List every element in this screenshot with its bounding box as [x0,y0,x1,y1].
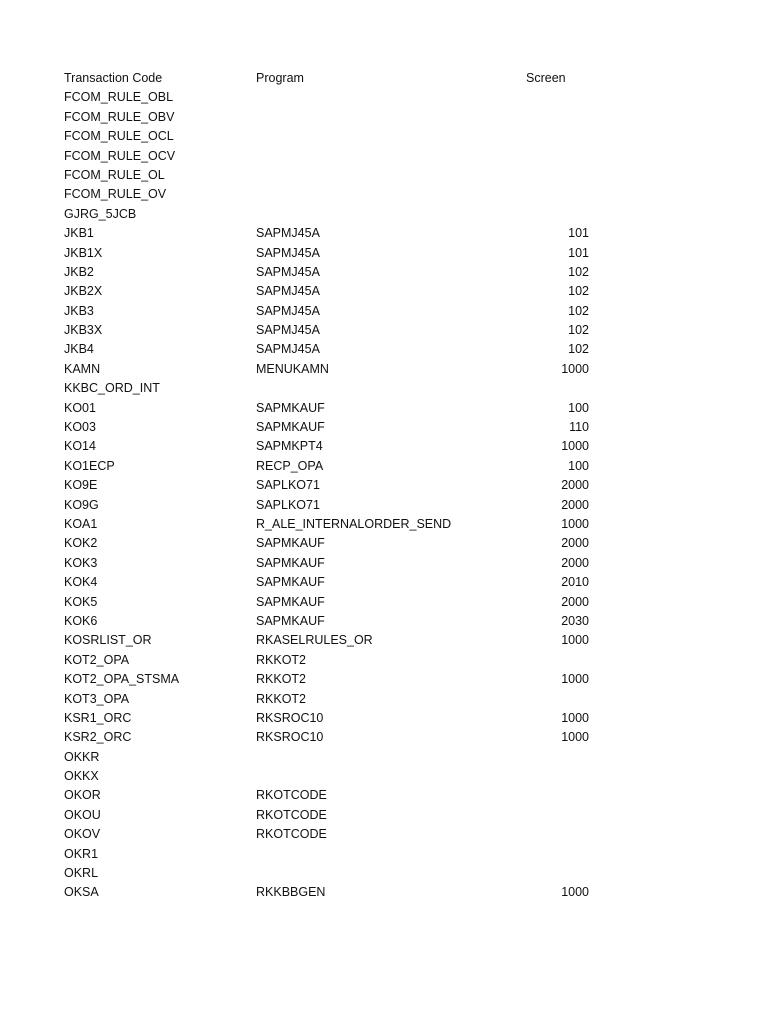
header-transaction-code: Transaction Code [64,71,163,85]
table-row [64,244,604,263]
program-cell: SAPMKAUF [256,613,325,628]
program-cell: SAPMJ45A [256,264,320,279]
screen-cell: 102 [568,323,589,338]
transaction-code-cell: OKOU [64,807,101,822]
screen-cell: 2000 [561,536,589,551]
table-row [64,457,604,476]
screen-cell: 2000 [561,555,589,570]
program-cell: SAPMKAUF [256,420,325,435]
transaction-code-cell: FCOM_RULE_OCL [64,129,174,144]
screen-cell: 1000 [561,361,589,376]
table-row [64,205,604,224]
program-cell: RKASELRULES_OR [256,633,373,648]
transaction-code-cell: FCOM_RULE_OBL [64,90,174,105]
transaction-table [64,69,604,903]
program-cell: RKSROC10 [256,730,324,745]
transaction-code-cell: KOK6 [64,613,98,628]
transaction-code-cell: OKOV [64,827,101,842]
table-body [64,88,604,902]
transaction-code-cell: KOT2_OPA_STSMA [64,672,180,687]
program-cell: SAPMKAUF [256,575,325,590]
screen-cell: 1000 [561,633,589,648]
program-cell: RKOTCODE [256,827,327,842]
transaction-code-cell: KOSRLIST_OR [64,633,152,648]
transaction-code-cell: JKB3X [64,323,103,338]
program-cell: SAPMKPT4 [256,439,323,454]
program-cell: RECP_OPA [256,458,324,473]
screen-cell: 2000 [561,478,589,493]
transaction-code-cell: OKOR [64,788,101,803]
screen-cell: 102 [568,264,589,279]
table-row [64,166,604,185]
table-row [64,786,604,805]
transaction-code-cell: FCOM_RULE_OBV [64,109,175,124]
program-cell: RKOTCODE [256,788,327,803]
transaction-code-cell: KO14 [64,439,96,454]
transaction-code-cell: OKSA [64,885,99,900]
table-row [64,612,604,631]
table-row [64,554,604,573]
table-header-row [64,69,604,88]
screen-cell: 2030 [561,613,589,628]
program-cell: RKKOT2 [256,672,307,687]
screen-cell: 1000 [561,885,589,900]
transaction-code-cell: GJRG_5JCB [64,206,137,221]
transaction-code-cell: KOA1 [64,516,98,531]
screen-cell: 101 [568,226,589,241]
table-row [64,88,604,107]
screen-cell: 100 [568,400,589,415]
transaction-code-cell: JKB3 [64,303,94,318]
program-cell: R_ALE_INTERNALORDER_SEND [256,516,452,531]
table-row [64,534,604,553]
table-row [64,709,604,728]
table-row [64,224,604,243]
screen-cell: 100 [568,458,589,473]
transaction-code-cell: KSR1_ORC [64,710,132,725]
screen-cell: 102 [568,303,589,318]
table-row [64,418,604,437]
program-cell: SAPMJ45A [256,303,320,318]
table-row [64,651,604,670]
transaction-code-cell: JKB4 [64,342,94,357]
transaction-code-cell: KO03 [64,420,96,435]
screen-cell: 102 [568,342,589,357]
transaction-code-cell: OKR1 [64,846,99,861]
program-cell: SAPMJ45A [256,284,320,299]
header-program: Program [256,71,304,85]
table-row [64,127,604,146]
table-row [64,263,604,282]
screen-cell: 1000 [561,672,589,687]
transaction-code-cell: KOK3 [64,555,98,570]
program-cell: SAPMKAUF [256,400,325,415]
transaction-code-cell: JKB2 [64,264,94,279]
table-row [64,321,604,340]
table-row [64,593,604,612]
transaction-code-cell: KSR2_ORC [64,730,132,745]
program-cell: SAPLKO71 [256,497,320,512]
screen-cell: 101 [568,245,589,260]
table-row [64,379,604,398]
screen-cell: 102 [568,284,589,299]
program-cell: RKKOT2 [256,691,307,706]
program-cell: SAPMKAUF [256,536,325,551]
table-row [64,864,604,883]
program-cell: RKSROC10 [256,710,324,725]
screen-cell: 1000 [561,516,589,531]
program-cell: SAPLKO71 [256,478,320,493]
transaction-code-cell: FCOM_RULE_OV [64,187,167,202]
transaction-code-cell: JKB1 [64,226,94,241]
transaction-code-cell: OKKX [64,769,99,784]
table-row [64,399,604,418]
table-row [64,360,604,379]
table-row [64,282,604,301]
table-row [64,515,604,534]
table-row [64,147,604,166]
transaction-code-cell: KOK2 [64,536,98,551]
table-row [64,767,604,786]
program-cell: SAPMJ45A [256,226,320,241]
screen-cell: 2010 [561,575,589,590]
table-row [64,573,604,592]
screen-cell: 2000 [561,497,589,512]
table-row [64,845,604,864]
table-row [64,631,604,650]
table-row [64,728,604,747]
table-row [64,825,604,844]
table-row [64,690,604,709]
table-row [64,185,604,204]
program-cell: SAPMJ45A [256,342,320,357]
transaction-code-cell: KAMN [64,361,101,376]
screen-cell: 1000 [561,439,589,454]
transaction-code-cell: KO9E [64,478,98,493]
table-row [64,302,604,321]
program-cell: SAPMJ45A [256,323,320,338]
program-cell: MENUKAMN [256,361,329,376]
table-row [64,883,604,902]
program-cell: RKKOT2 [256,652,307,667]
table-row [64,496,604,515]
transaction-code-cell: JKB2X [64,284,103,299]
screen-cell: 110 [569,420,589,435]
transaction-code-cell: OKRL [64,866,99,881]
transaction-code-cell: KOK4 [64,575,98,590]
transaction-code-cell: KO1ECP [64,458,115,473]
table-row [64,437,604,456]
transaction-code-cell: OKKR [64,749,100,764]
transaction-code-cell: KKBC_ORD_INT [64,381,160,396]
transaction-code-cell: KOK5 [64,594,98,609]
table-row [64,340,604,359]
transaction-code-cell: KO9G [64,497,99,512]
transaction-code-cell: KO01 [64,400,96,415]
table-row [64,108,604,127]
table-row [64,476,604,495]
transaction-code-cell: KOT3_OPA [64,691,130,706]
table-row [64,748,604,767]
table-row [64,806,604,825]
screen-cell: 2000 [561,594,589,609]
table-row [64,670,604,689]
transaction-code-cell: JKB1X [64,245,103,260]
transaction-code-cell: FCOM_RULE_OL [64,167,165,182]
screen-cell: 1000 [561,710,589,725]
transaction-code-cell: KOT2_OPA [64,652,130,667]
program-cell: SAPMJ45A [256,245,320,260]
program-cell: SAPMKAUF [256,594,325,609]
program-cell: RKOTCODE [256,807,327,822]
transaction-code-cell: FCOM_RULE_OCV [64,148,176,163]
program-cell: SAPMKAUF [256,555,325,570]
screen-cell: 1000 [561,730,589,745]
program-cell: RKKBBGEN [256,885,326,900]
header-screen: Screen [526,71,566,85]
